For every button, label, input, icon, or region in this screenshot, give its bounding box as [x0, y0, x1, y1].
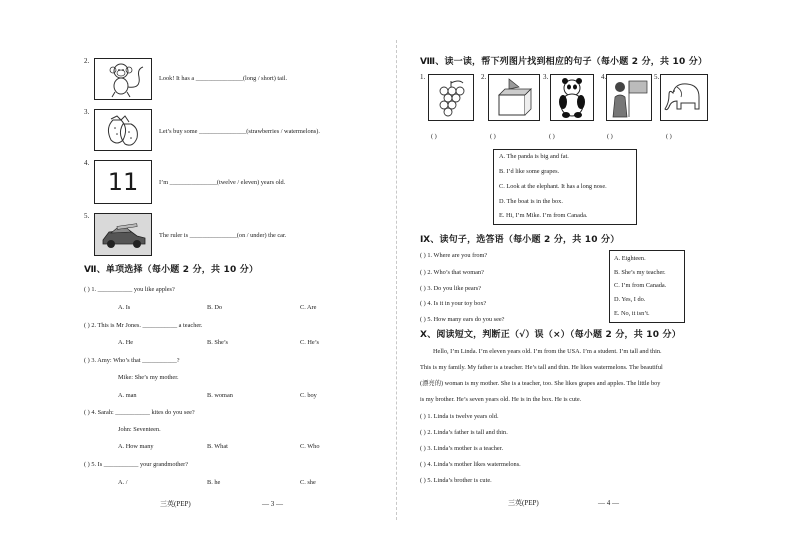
page-divider	[396, 40, 397, 520]
number-eleven-box	[94, 160, 152, 204]
question: ( ) 3. Amy: Who’s that ___________?	[84, 357, 180, 364]
option: A. Is	[118, 304, 131, 311]
grapes-icon	[428, 74, 474, 121]
question: ( ) 5. Is ___________ your grandmother?	[84, 461, 189, 468]
option: A. man	[118, 392, 137, 399]
item-number: 5.	[654, 73, 660, 81]
question: ( ) 3. Do you like pears?	[420, 285, 482, 292]
option: C. Are	[300, 304, 317, 311]
sentence-option: B. I’d like some grapes.	[499, 168, 560, 175]
option: A. /	[118, 479, 128, 486]
option: C. Who	[300, 443, 320, 450]
option: C. He’s	[300, 339, 319, 346]
option: A. How many	[118, 443, 154, 450]
picture-sentence: Let’s buy some _______________(strawberries / watermelons).	[159, 128, 320, 135]
question: ( ) 2. Who’s that woman?	[420, 269, 484, 276]
question: ( ) 1. ___________ you like apples?	[84, 286, 175, 293]
strawberry-icon	[94, 109, 152, 151]
statement: ( ) 1. Linda is twelve years old.	[420, 413, 499, 420]
answer-option: B. She’s my teacher.	[614, 269, 666, 276]
answer-option: E. No, it isn’t.	[614, 310, 650, 317]
item-number: 2.	[84, 57, 90, 65]
passage-line: Hello, I’m Linda. I’m eleven years old. I’m from the USA. I’m a student. I’m tall and thin.	[433, 348, 662, 355]
statement: ( ) 4. Linda’s mother likes watermelons.	[420, 461, 521, 468]
picture-sentence: The ruler is _______________(on / under) the car.	[159, 232, 287, 239]
item-number: 1.	[420, 73, 426, 81]
answer-option: C. I’m from Canada.	[614, 282, 667, 289]
boat-in-box-icon	[488, 74, 540, 121]
item-number: 2.	[481, 73, 487, 81]
option: B. woman	[207, 392, 233, 399]
monkey-icon	[94, 58, 152, 100]
answer-option: A. Eighteen.	[614, 255, 646, 262]
section-heading: Ⅹ、阅读短文，判断正（√）误（×）（每小题 2 分，共 10 分）	[420, 330, 681, 340]
number-eleven: 11	[107, 168, 139, 196]
question: ( ) 2. This is Mr Jones. ___________ a teacher.	[84, 322, 203, 329]
passage-line: is my brother. He’s seven years old. He is in the box. He is cute.	[420, 396, 582, 403]
option: B. he	[207, 479, 221, 486]
answer-paren: ( )	[431, 133, 437, 140]
girl-flag-icon	[606, 74, 652, 121]
footer-book: 三英(PEP)	[508, 499, 539, 507]
sentence-option: D. The boat is in the box.	[499, 198, 563, 205]
option: A. He	[118, 339, 134, 346]
item-number: 3.	[84, 108, 90, 116]
option: C. boy	[300, 392, 317, 399]
item-number: 4.	[84, 159, 90, 167]
option: B. What	[207, 443, 228, 450]
statement: ( ) 3. Linda’s mother is a teacher.	[420, 445, 504, 452]
picture-sentence: I’m _______________(twelve / eleven) years old.	[159, 179, 286, 186]
option: B. She’s	[207, 339, 228, 346]
footer-page-number: — 4 —	[598, 499, 619, 507]
answer-option: D. Yes, I do.	[614, 296, 646, 303]
answer-paren: ( )	[549, 133, 555, 140]
option: C. she	[300, 479, 316, 486]
question: ( ) 1. Where are you from?	[420, 252, 488, 259]
car-ruler-icon	[94, 213, 152, 256]
option: B. Do	[207, 304, 223, 311]
section-heading: Ⅸ、读句子，选答语（每小题 2 分，共 10 分）	[420, 235, 620, 245]
section-heading: Ⅶ、单项选择（每小题 2 分，共 10 分）	[84, 265, 259, 275]
answer-paren: ( )	[490, 133, 496, 140]
passage-line: This is my family. My father is a teacher. He’s tall and thin. He likes watermelons. The beautiful	[420, 364, 663, 371]
item-number: 4.	[601, 73, 607, 81]
statement: ( ) 5. Linda’s brother is cute.	[420, 477, 492, 484]
section-heading: Ⅷ、读一读，帮下列图片找到相应的句子（每小题 2 分，共 10 分）	[420, 57, 708, 67]
statement: ( ) 2. Linda’s father is tall and thin.	[420, 429, 508, 436]
footer-page-number: — 3 —	[262, 500, 283, 508]
passage-line: (漂亮的) woman is my mother. She is a teacher, too. She likes grapes and apples. The little boy	[420, 380, 661, 387]
dialogue-line: John: Seventeen.	[118, 426, 161, 433]
panda-icon	[550, 74, 594, 121]
question: ( ) 4. Is it in your toy box?	[420, 300, 487, 307]
sentence-option: A. The panda is big and fat.	[499, 153, 569, 160]
elephant-icon	[660, 74, 708, 121]
sentence-option: C. Look at the elephant. It has a long nose.	[499, 183, 607, 190]
picture-sentence: Look! It has a _______________(long / short) tail.	[159, 75, 288, 82]
question: ( ) 4. Sarah: ___________ kites do you see?	[84, 409, 195, 416]
question: ( ) 5. How many ears do you see?	[420, 316, 505, 323]
footer-book: 三英(PEP)	[160, 500, 191, 508]
item-number: 3.	[543, 73, 549, 81]
item-number: 5.	[84, 212, 90, 220]
answer-paren: ( )	[666, 133, 672, 140]
dialogue-line: Mike: She’s my mother.	[118, 374, 179, 381]
answer-paren: ( )	[607, 133, 613, 140]
sentence-option: E. Hi, I’m Mike. I’m from Canada.	[499, 212, 588, 219]
